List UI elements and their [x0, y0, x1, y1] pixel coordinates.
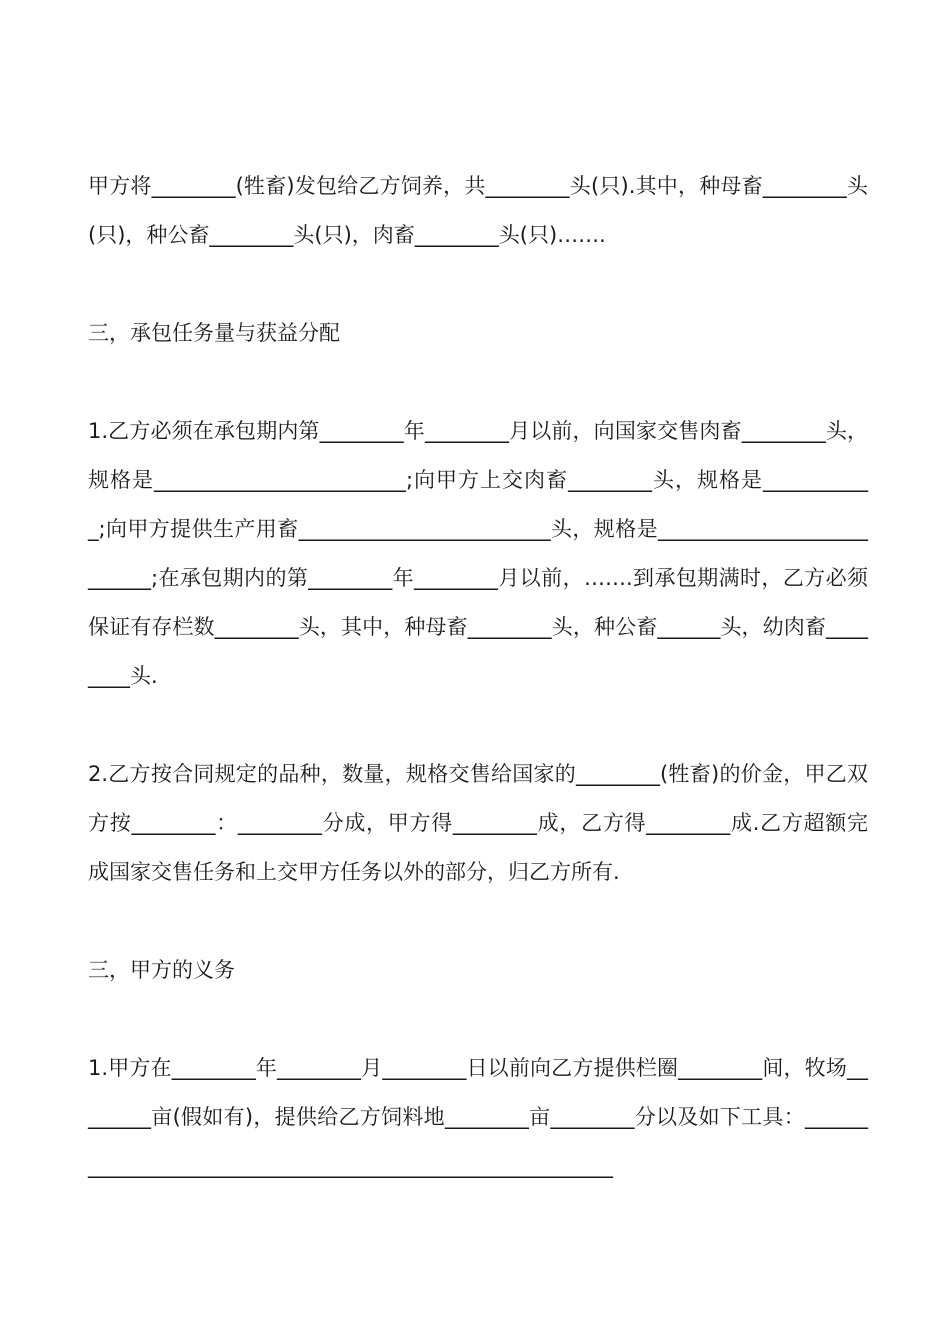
contract-body	[88, 162, 868, 1191]
section-heading-party-a-obligations: 三，甲方的义务	[88, 958, 235, 982]
clause-1-party-a-provisions: 1.甲方在________年________月________日以前向乙方提供栏圈________间，牧场________亩(假如有)，提供给乙方饲料地________亩________分以及如下工具：________________________________________________________	[88, 1056, 868, 1178]
livestock-quantity-paragraph: 甲方将________(牲畜)发包给乙方饲养，共________头(只).其中，种母畜________头(只)，种公畜________头(只)，肉畜________头(只)…….	[88, 174, 868, 247]
section-heading-tasks-and-profit: 三，承包任务量与获益分配	[88, 321, 340, 345]
clause-2-profit-sharing: 2.乙方按合同规定的品种，数量，规格交售给国家的________(牲畜)的价金，甲乙双方按________：________分成，甲方得________成，乙方得________成.乙方超额完成国家交售任务和上交甲方任务以外的部分，归乙方所有.	[88, 762, 868, 884]
clause-1-delivery-tasks: 1.乙方必须在承包期内第________年________月以前，向国家交售肉畜________头，规格是________________________;向甲方上交肉畜________头，规格是___________;向甲方提供生产用畜________________________头，规格是__________________________;在承包期内的第________年________月以前，…….到承包期满时，乙方必须保证有存栏数________头，其中，种母畜________头，种公畜______头，幼肉畜________头.	[88, 419, 868, 688]
